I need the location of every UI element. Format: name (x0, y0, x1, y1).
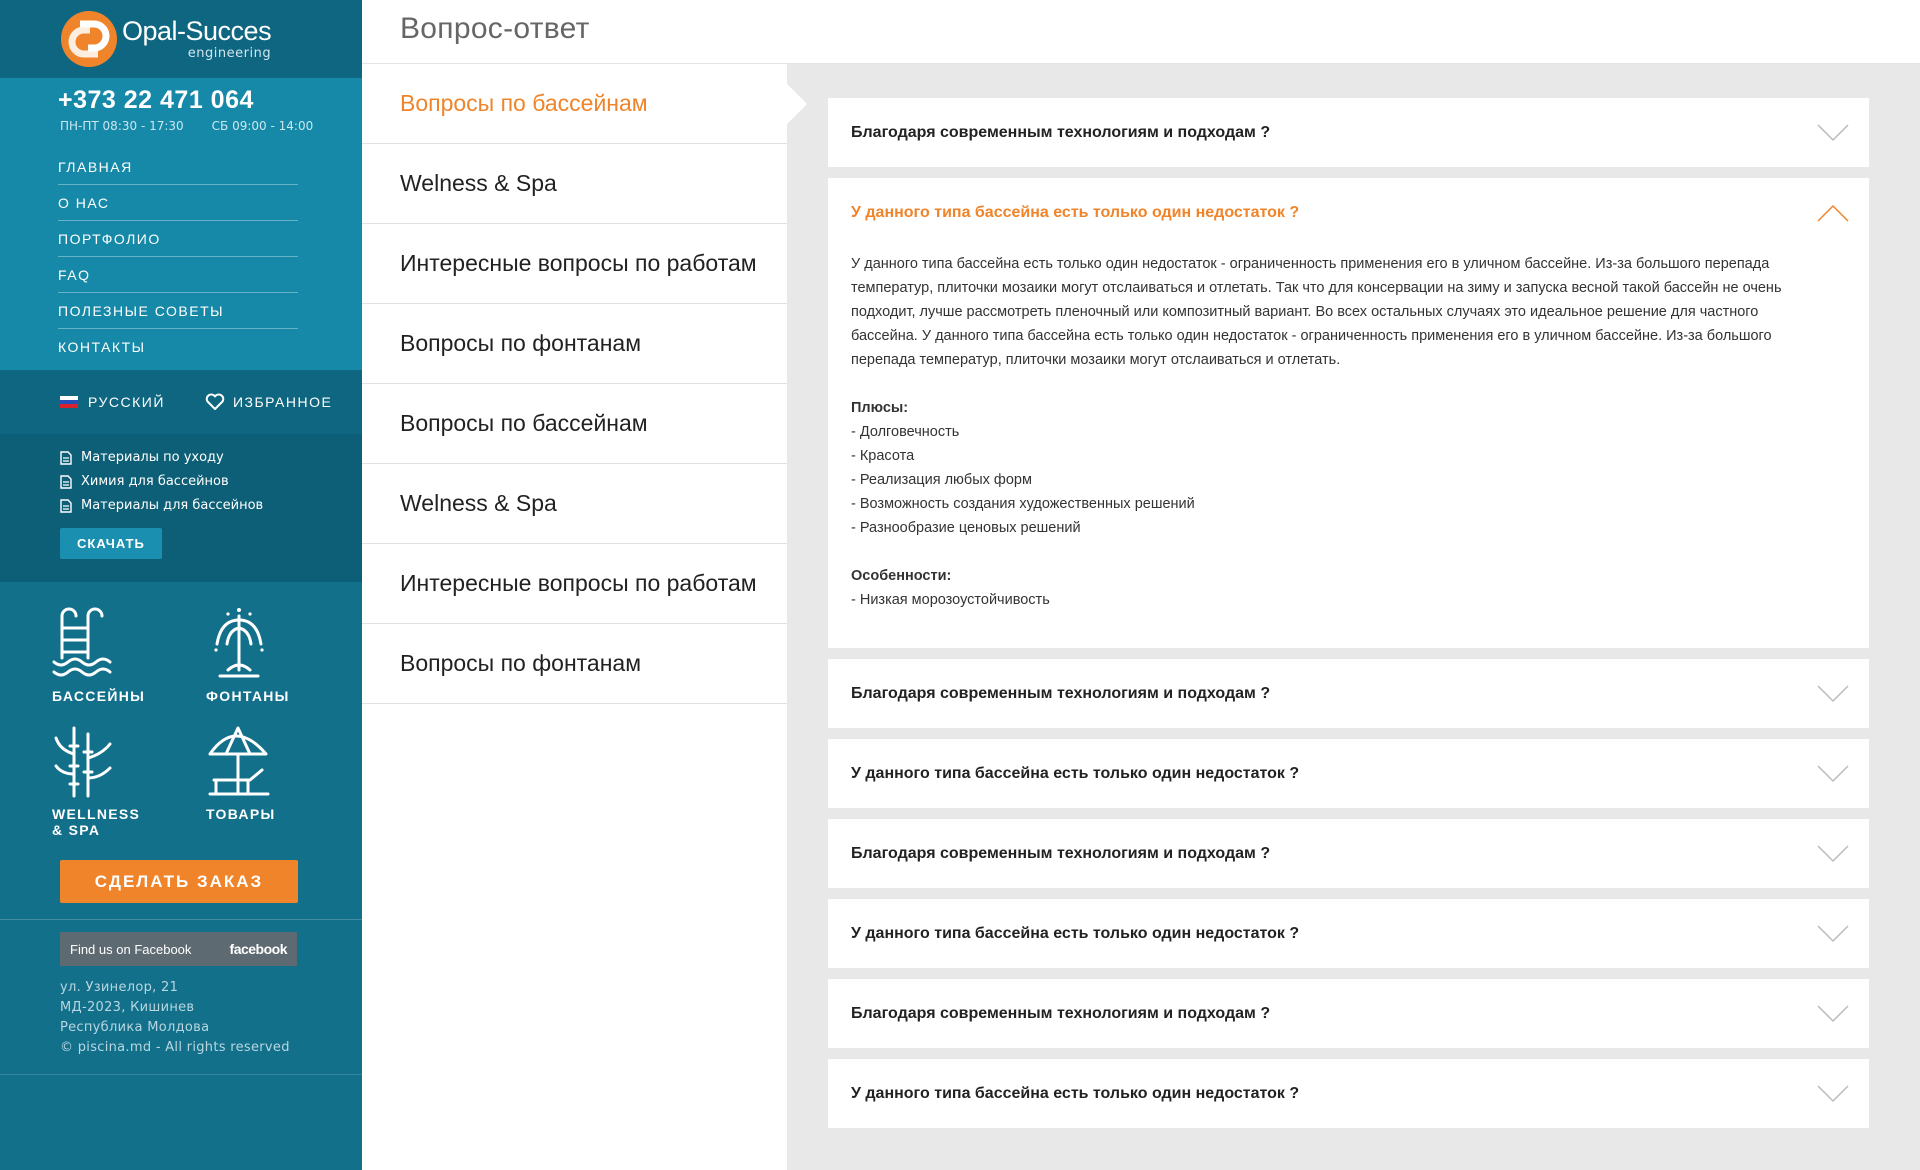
download-item[interactable] (60, 474, 362, 489)
category-label: WELLNESS & SPA (52, 806, 141, 838)
faq-question-text: У данного типа бассейна есть только один недостаток ? (851, 924, 1300, 942)
fountain-icon (206, 606, 272, 682)
faq-question[interactable] (828, 979, 1869, 1048)
faq-question-text: Благодаря современным технологиям и подходам ? (851, 123, 1271, 141)
features-list (851, 588, 1809, 612)
faq-item (828, 819, 1869, 888)
faq-question-text: Благодаря современным технологиям и подходам ? (851, 684, 1271, 702)
faq-category-item[interactable]: Вопросы по фонтанам (362, 624, 787, 704)
hours-saturday: СБ 09:00 - 14:00 (211, 119, 314, 133)
faq-question[interactable] (828, 659, 1869, 728)
faq-question[interactable] (828, 178, 1869, 247)
category-label: ФОНТАНЫ (206, 688, 290, 704)
category-pools[interactable] (52, 606, 206, 704)
language-selector[interactable] (60, 394, 165, 410)
category-links (0, 582, 362, 838)
favorites-link[interactable] (205, 393, 332, 411)
faq-item (828, 1059, 1869, 1128)
category-wellness[interactable] (52, 724, 142, 838)
logo-text (122, 18, 271, 60)
language-label: РУССКИЙ (88, 394, 165, 410)
list-item: - Разнообразие ценовых решений (851, 520, 1081, 536)
sidebar-divider (0, 1074, 362, 1075)
faq-question-text: У данного типа бассейна есть только один недостаток ? (851, 764, 1300, 782)
facebook-widget[interactable] (60, 932, 297, 966)
faq-accordion (828, 98, 1869, 1139)
russia-flag-icon (60, 396, 78, 408)
document-icon (60, 451, 73, 465)
document-icon (60, 499, 73, 513)
faq-question-text: Благодаря современным технологиям и подходам ? (851, 844, 1271, 862)
pros-list (851, 420, 1809, 540)
pros-label: Плюсы: (851, 400, 909, 416)
address-line: Республика Молдова (60, 1020, 210, 1035)
faq-question[interactable] (828, 899, 1869, 968)
address-line: МД-2023, Кишинев (60, 1000, 195, 1015)
faq-answer-text: У данного типа бассейна есть только один недостаток - ограниченность применения его в уличном бассейне. Из-за большого перепада температур, плиточки мозаики могут отслаиваться и отлетать. Так что для консервации на зиму и запуска весной такой бассейн не очень подходит, лучше рассмотреть пленочный или композитный вариант. Во всех остальных случаях это идеальное решение для частного бассейна. У данного типа бассейна есть только один недостаток - ограниченность применения его в уличном бассейне. Из-за большого перепада температур, плиточки мозаики могут отслаиваться и отлетать. (851, 256, 1782, 368)
faq-item (828, 98, 1869, 167)
lang-bar (0, 370, 362, 434)
faq-question[interactable] (828, 819, 1869, 888)
download-item[interactable] (60, 498, 362, 513)
bamboo-icon (52, 724, 118, 800)
list-item: - Возможность создания художественных решений (851, 496, 1195, 512)
faq-category-item[interactable]: Вопросы по бассейнам (362, 384, 787, 464)
chevron-down-icon (1817, 685, 1849, 703)
list-item: - Низкая морозоустойчивость (851, 592, 1050, 608)
chevron-up-icon (1817, 204, 1849, 222)
phone-number[interactable]: +373 22 471 064 (58, 86, 254, 114)
main-nav (58, 149, 298, 364)
chevron-down-icon (1817, 845, 1849, 863)
facebook-text: Find us on Facebook (70, 941, 192, 957)
sidebar-divider (0, 919, 362, 920)
faq-question-text: Благодаря современным технологиям и подходам ? (851, 1004, 1271, 1022)
document-icon (60, 475, 73, 489)
heart-icon (205, 393, 225, 411)
category-label: БАССЕЙНЫ (52, 688, 146, 704)
contact-block (0, 78, 362, 370)
faq-question[interactable] (828, 98, 1869, 167)
faq-category-item-active[interactable]: Вопросы по бассейнам (362, 64, 787, 144)
address-line: ул. Узинелор, 21 (60, 980, 179, 995)
list-item: - Реализация любых форм (851, 472, 1032, 488)
faq-question[interactable] (828, 1059, 1869, 1128)
nav-item-tips[interactable]: ПОЛЕЗНЫЕ СОВЕТЫ (58, 293, 298, 329)
chevron-down-icon (1817, 124, 1849, 142)
faq-item (828, 659, 1869, 728)
nav-item-contacts[interactable]: КОНТАКТЫ (58, 339, 146, 355)
download-item-label: Материалы по уходу (81, 450, 224, 465)
faq-question-text: У данного типа бассейна есть только один недостаток ? (851, 203, 1300, 221)
download-item[interactable] (60, 450, 362, 465)
category-fountains[interactable] (206, 606, 360, 704)
chevron-down-icon (1817, 1005, 1849, 1023)
logo-mark-icon (60, 10, 118, 68)
category-label: ТОВАРЫ (206, 806, 276, 822)
nav-item-faq[interactable]: FAQ (58, 257, 298, 293)
category-goods[interactable] (206, 724, 360, 838)
pool-ladder-icon (52, 606, 118, 682)
copyright: © piscina.md - All rights reserved (60, 1040, 290, 1055)
faq-item (828, 899, 1869, 968)
brand-name: Opal-Succes (122, 16, 272, 46)
list-item: - Долговечность (851, 424, 960, 440)
order-button[interactable]: СДЕЛАТЬ ЗАКАЗ (60, 860, 298, 903)
page-header (362, 0, 1920, 64)
logo[interactable] (0, 0, 362, 78)
umbrella-lounger-icon (206, 724, 272, 800)
chevron-down-icon (1817, 765, 1849, 783)
download-item-label: Химия для бассейнов (81, 474, 229, 489)
faq-answer (828, 247, 1869, 648)
chevron-down-icon (1817, 1085, 1849, 1103)
downloads-block (0, 434, 362, 582)
faq-category-item[interactable]: Интересные вопросы по работам (362, 224, 787, 304)
features-label: Особенности: (851, 568, 952, 584)
faq-category-item[interactable]: Интересные вопросы по работам (362, 544, 787, 624)
favorites-label: ИЗБРАННОЕ (232, 394, 333, 410)
faq-question[interactable] (828, 739, 1869, 808)
faq-item (828, 739, 1869, 808)
brand-tagline: engineering (187, 46, 272, 61)
chevron-down-icon (1817, 925, 1849, 943)
hours-weekdays: ПН-ПТ 08:30 - 17:30 (60, 119, 184, 133)
sidebar (0, 0, 362, 1170)
faq-item (828, 979, 1869, 1048)
page-title: Вопрос-ответ (400, 12, 590, 45)
download-button[interactable]: СКАЧАТЬ (60, 528, 162, 559)
working-hours (58, 119, 362, 133)
faq-question-text: У данного типа бассейна есть только один недостаток ? (851, 1084, 1300, 1102)
list-item: - Красота (851, 448, 915, 464)
faq-item-expanded (828, 178, 1869, 648)
address (60, 978, 362, 1058)
faq-category-menu (362, 64, 787, 1170)
faq-category-item[interactable]: Welness & Spa (362, 144, 787, 224)
nav-item-about[interactable]: О НАС (58, 185, 298, 221)
download-item-label: Материалы для бассейнов (81, 498, 264, 513)
nav-item-portfolio[interactable]: ПОРТФОЛИО (58, 221, 298, 257)
facebook-logo: facebook (229, 941, 287, 957)
faq-category-item[interactable]: Welness & Spa (362, 464, 787, 544)
faq-category-item[interactable]: Вопросы по фонтанам (362, 304, 787, 384)
nav-item-home[interactable]: ГЛАВНАЯ (58, 149, 298, 185)
